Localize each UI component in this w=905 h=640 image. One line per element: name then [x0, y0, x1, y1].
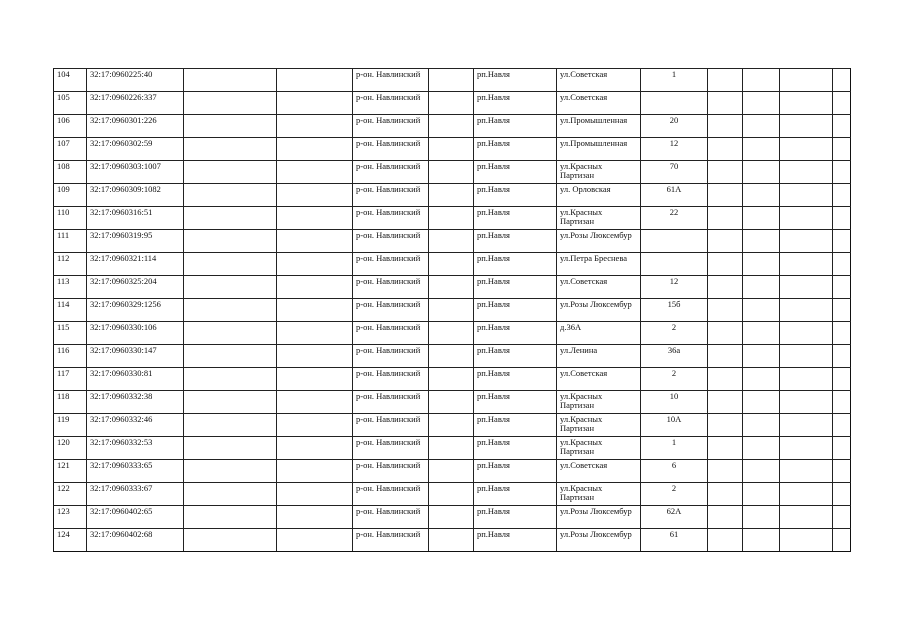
house-number-cell: 6: [641, 460, 708, 483]
cadastral-number-cell: 32:17:0960402:65: [87, 506, 184, 529]
settlement-cell: рп.Навля: [474, 115, 557, 138]
table-row: [54, 391, 851, 414]
table-row: [54, 138, 851, 161]
empty-cell: [429, 391, 474, 414]
cadastral-number-cell: 32:17:0960225:40: [87, 69, 184, 92]
empty-cell: [184, 184, 277, 207]
row-number-cell: 124: [54, 529, 87, 552]
house-number-cell: 61: [641, 529, 708, 552]
cadastral-number-cell: 32:17:0960330:106: [87, 322, 184, 345]
empty-cell: [743, 368, 780, 391]
table-row: [54, 322, 851, 345]
empty-cell: [184, 322, 277, 345]
cadastral-number-cell: 32:17:0960332:46: [87, 414, 184, 437]
row-number-cell: 122: [54, 483, 87, 506]
empty-cell: [277, 92, 353, 115]
district-cell: р-он. Навлинский: [353, 253, 429, 276]
empty-cell: [708, 138, 743, 161]
district-cell: р-он. Навлинский: [353, 483, 429, 506]
house-number-cell: 36а: [641, 345, 708, 368]
settlement-cell: рп.Навля: [474, 276, 557, 299]
empty-cell: [780, 506, 833, 529]
empty-cell: [708, 184, 743, 207]
empty-cell: [780, 92, 833, 115]
house-number-cell: 70: [641, 161, 708, 184]
street-cell: ул.Советская: [557, 69, 641, 92]
empty-cell: [833, 138, 851, 161]
district-cell: р-он. Навлинский: [353, 506, 429, 529]
empty-cell: [184, 92, 277, 115]
empty-cell: [743, 483, 780, 506]
row-number-cell: 118: [54, 391, 87, 414]
empty-cell: [743, 138, 780, 161]
empty-cell: [833, 115, 851, 138]
settlement-cell: рп.Навля: [474, 207, 557, 230]
empty-cell: [184, 529, 277, 552]
empty-cell: [277, 115, 353, 138]
empty-cell: [429, 529, 474, 552]
house-number-cell: 2: [641, 483, 708, 506]
empty-cell: [833, 437, 851, 460]
table-row: [54, 299, 851, 322]
district-cell: р-он. Навлинский: [353, 69, 429, 92]
table-row: [54, 69, 851, 92]
house-number-cell: 2: [641, 368, 708, 391]
cadastral-number-cell: 32:17:0960309:1082: [87, 184, 184, 207]
settlement-cell: рп.Навля: [474, 391, 557, 414]
empty-cell: [184, 115, 277, 138]
empty-cell: [429, 276, 474, 299]
empty-cell: [184, 299, 277, 322]
street-cell: ул.Красных Партизан: [557, 483, 641, 506]
empty-cell: [780, 253, 833, 276]
empty-cell: [708, 322, 743, 345]
settlement-cell: рп.Навля: [474, 230, 557, 253]
table-row: [54, 207, 851, 230]
empty-cell: [708, 276, 743, 299]
district-cell: р-он. Навлинский: [353, 92, 429, 115]
empty-cell: [184, 276, 277, 299]
table-row: [54, 437, 851, 460]
empty-cell: [833, 391, 851, 414]
empty-cell: [277, 207, 353, 230]
table-row: [54, 529, 851, 552]
empty-cell: [184, 138, 277, 161]
empty-cell: [184, 437, 277, 460]
table-body: [54, 69, 851, 552]
empty-cell: [780, 276, 833, 299]
empty-cell: [708, 253, 743, 276]
empty-cell: [429, 115, 474, 138]
empty-cell: [277, 253, 353, 276]
empty-cell: [277, 322, 353, 345]
row-number-cell: 109: [54, 184, 87, 207]
settlement-cell: рп.Навля: [474, 69, 557, 92]
settlement-cell: рп.Навля: [474, 506, 557, 529]
row-number-cell: 108: [54, 161, 87, 184]
street-cell: ул.Советская: [557, 368, 641, 391]
settlement-cell: рп.Навля: [474, 299, 557, 322]
empty-cell: [780, 345, 833, 368]
house-number-cell: 12: [641, 276, 708, 299]
cadastral-number-cell: 32:17:0960325:204: [87, 276, 184, 299]
street-cell: ул.Розы Люксембур: [557, 506, 641, 529]
house-number-cell: 10А: [641, 414, 708, 437]
street-cell: ул.Ленина: [557, 345, 641, 368]
house-number-cell: 1: [641, 437, 708, 460]
row-number-cell: 117: [54, 368, 87, 391]
street-cell: ул.Промышленная: [557, 115, 641, 138]
empty-cell: [780, 437, 833, 460]
empty-cell: [429, 414, 474, 437]
empty-cell: [743, 506, 780, 529]
empty-cell: [277, 276, 353, 299]
street-cell: ул.Петра Бреснева: [557, 253, 641, 276]
settlement-cell: рп.Навля: [474, 253, 557, 276]
empty-cell: [743, 322, 780, 345]
empty-cell: [743, 299, 780, 322]
empty-cell: [833, 92, 851, 115]
row-number-cell: 105: [54, 92, 87, 115]
empty-cell: [277, 138, 353, 161]
district-cell: р-он. Навлинский: [353, 437, 429, 460]
house-number-cell: 10: [641, 391, 708, 414]
empty-cell: [184, 506, 277, 529]
empty-cell: [833, 207, 851, 230]
empty-cell: [277, 69, 353, 92]
row-number-cell: 119: [54, 414, 87, 437]
empty-cell: [429, 345, 474, 368]
empty-cell: [708, 506, 743, 529]
empty-cell: [833, 460, 851, 483]
empty-cell: [708, 414, 743, 437]
empty-cell: [429, 138, 474, 161]
district-cell: р-он. Навлинский: [353, 529, 429, 552]
district-cell: р-он. Навлинский: [353, 299, 429, 322]
empty-cell: [277, 230, 353, 253]
empty-cell: [184, 161, 277, 184]
settlement-cell: рп.Навля: [474, 437, 557, 460]
table-row: [54, 506, 851, 529]
empty-cell: [429, 161, 474, 184]
empty-cell: [708, 161, 743, 184]
empty-cell: [780, 230, 833, 253]
empty-cell: [277, 529, 353, 552]
empty-cell: [708, 92, 743, 115]
empty-cell: [743, 437, 780, 460]
empty-cell: [833, 414, 851, 437]
row-number-cell: 115: [54, 322, 87, 345]
empty-cell: [429, 437, 474, 460]
empty-cell: [429, 299, 474, 322]
empty-cell: [833, 299, 851, 322]
empty-cell: [184, 483, 277, 506]
empty-cell: [184, 391, 277, 414]
row-number-cell: 120: [54, 437, 87, 460]
empty-cell: [708, 460, 743, 483]
table-row: [54, 414, 851, 437]
table-row: [54, 276, 851, 299]
empty-cell: [833, 230, 851, 253]
empty-cell: [277, 414, 353, 437]
empty-cell: [184, 253, 277, 276]
empty-cell: [708, 69, 743, 92]
empty-cell: [833, 322, 851, 345]
district-cell: р-он. Навлинский: [353, 161, 429, 184]
empty-cell: [708, 230, 743, 253]
empty-cell: [429, 92, 474, 115]
empty-cell: [743, 184, 780, 207]
cadastral-number-cell: 32:17:0960302:59: [87, 138, 184, 161]
house-number-cell: 1: [641, 69, 708, 92]
table-row: [54, 184, 851, 207]
empty-cell: [277, 368, 353, 391]
empty-cell: [833, 345, 851, 368]
district-cell: р-он. Навлинский: [353, 345, 429, 368]
empty-cell: [184, 414, 277, 437]
empty-cell: [780, 322, 833, 345]
empty-cell: [780, 69, 833, 92]
empty-cell: [708, 299, 743, 322]
cadastral-number-cell: 32:17:0960333:65: [87, 460, 184, 483]
table-row: [54, 161, 851, 184]
empty-cell: [277, 299, 353, 322]
settlement-cell: рп.Навля: [474, 345, 557, 368]
empty-cell: [780, 391, 833, 414]
street-cell: ул.Советская: [557, 92, 641, 115]
empty-cell: [743, 69, 780, 92]
cadastral-number-cell: 32:17:0960330:81: [87, 368, 184, 391]
empty-cell: [184, 460, 277, 483]
empty-cell: [743, 230, 780, 253]
empty-cell: [743, 460, 780, 483]
settlement-cell: рп.Навля: [474, 529, 557, 552]
empty-cell: [743, 345, 780, 368]
house-number-cell: [641, 253, 708, 276]
empty-cell: [743, 253, 780, 276]
settlement-cell: рп.Навля: [474, 460, 557, 483]
district-cell: р-он. Навлинский: [353, 230, 429, 253]
empty-cell: [184, 207, 277, 230]
district-cell: р-он. Навлинский: [353, 276, 429, 299]
street-cell: ул.Красных Партизан: [557, 437, 641, 460]
cadastral-number-cell: 32:17:0960321:114: [87, 253, 184, 276]
empty-cell: [429, 253, 474, 276]
street-cell: ул.Красных Партизан: [557, 391, 641, 414]
cadastral-number-cell: 32:17:0960332:53: [87, 437, 184, 460]
empty-cell: [708, 207, 743, 230]
empty-cell: [780, 138, 833, 161]
empty-cell: [277, 391, 353, 414]
empty-cell: [743, 414, 780, 437]
cadastral-number-cell: 32:17:0960332:38: [87, 391, 184, 414]
empty-cell: [429, 322, 474, 345]
cadastral-number-cell: 32:17:0960333:67: [87, 483, 184, 506]
table-row: [54, 230, 851, 253]
empty-cell: [708, 345, 743, 368]
cadastral-number-cell: 32:17:0960319:95: [87, 230, 184, 253]
district-cell: р-он. Навлинский: [353, 368, 429, 391]
row-number-cell: 116: [54, 345, 87, 368]
empty-cell: [833, 161, 851, 184]
empty-cell: [277, 345, 353, 368]
district-cell: р-он. Навлинский: [353, 414, 429, 437]
empty-cell: [780, 161, 833, 184]
house-number-cell: 22: [641, 207, 708, 230]
district-cell: р-он. Навлинский: [353, 207, 429, 230]
row-number-cell: 107: [54, 138, 87, 161]
cadastral-number-cell: 32:17:0960303:1007: [87, 161, 184, 184]
house-number-cell: 62А: [641, 506, 708, 529]
house-number-cell: [641, 92, 708, 115]
house-number-cell: 20: [641, 115, 708, 138]
empty-cell: [833, 253, 851, 276]
empty-cell: [277, 460, 353, 483]
settlement-cell: рп.Навля: [474, 138, 557, 161]
street-cell: ул.Розы Люксембур: [557, 230, 641, 253]
empty-cell: [780, 184, 833, 207]
empty-cell: [780, 368, 833, 391]
cadastral-number-cell: 32:17:0960226:337: [87, 92, 184, 115]
cadastral-number-cell: 32:17:0960316:51: [87, 207, 184, 230]
street-cell: ул.Промышленная: [557, 138, 641, 161]
empty-cell: [743, 529, 780, 552]
district-cell: р-он. Навлинский: [353, 391, 429, 414]
empty-cell: [429, 460, 474, 483]
settlement-cell: рп.Навля: [474, 483, 557, 506]
district-cell: р-он. Навлинский: [353, 115, 429, 138]
street-cell: ул. Орловская: [557, 184, 641, 207]
empty-cell: [743, 161, 780, 184]
empty-cell: [429, 230, 474, 253]
empty-cell: [833, 276, 851, 299]
street-cell: ул.Советская: [557, 460, 641, 483]
street-cell: д.36А: [557, 322, 641, 345]
district-cell: р-он. Навлинский: [353, 184, 429, 207]
settlement-cell: рп.Навля: [474, 414, 557, 437]
table-row: [54, 115, 851, 138]
empty-cell: [708, 391, 743, 414]
house-number-cell: 61А: [641, 184, 708, 207]
empty-cell: [780, 299, 833, 322]
empty-cell: [780, 529, 833, 552]
empty-cell: [780, 207, 833, 230]
house-number-cell: 15б: [641, 299, 708, 322]
empty-cell: [429, 368, 474, 391]
settlement-cell: рп.Навля: [474, 92, 557, 115]
street-cell: ул.Красных Партизан: [557, 414, 641, 437]
empty-cell: [429, 506, 474, 529]
empty-cell: [277, 483, 353, 506]
empty-cell: [833, 506, 851, 529]
empty-cell: [833, 184, 851, 207]
row-number-cell: 111: [54, 230, 87, 253]
empty-cell: [708, 437, 743, 460]
empty-cell: [833, 483, 851, 506]
empty-cell: [708, 483, 743, 506]
street-cell: ул.Розы Люксембур: [557, 529, 641, 552]
row-number-cell: 114: [54, 299, 87, 322]
cadastral-registry-table: [53, 68, 851, 552]
settlement-cell: рп.Навля: [474, 184, 557, 207]
empty-cell: [184, 230, 277, 253]
empty-cell: [743, 391, 780, 414]
row-number-cell: 104: [54, 69, 87, 92]
table-row: [54, 253, 851, 276]
cadastral-number-cell: 32:17:0960402:68: [87, 529, 184, 552]
empty-cell: [833, 368, 851, 391]
empty-cell: [429, 184, 474, 207]
row-number-cell: 123: [54, 506, 87, 529]
table-row: [54, 368, 851, 391]
empty-cell: [184, 368, 277, 391]
empty-cell: [277, 184, 353, 207]
row-number-cell: 112: [54, 253, 87, 276]
empty-cell: [780, 460, 833, 483]
cadastral-number-cell: 32:17:0960330:147: [87, 345, 184, 368]
empty-cell: [833, 69, 851, 92]
empty-cell: [780, 483, 833, 506]
district-cell: р-он. Навлинский: [353, 322, 429, 345]
empty-cell: [743, 276, 780, 299]
empty-cell: [743, 207, 780, 230]
settlement-cell: рп.Навля: [474, 322, 557, 345]
empty-cell: [277, 161, 353, 184]
street-cell: ул.Красных Партизан: [557, 207, 641, 230]
empty-cell: [833, 529, 851, 552]
cadastral-number-cell: 32:17:0960329:1256: [87, 299, 184, 322]
street-cell: ул.Советская: [557, 276, 641, 299]
house-number-cell: 2: [641, 322, 708, 345]
table-row: [54, 460, 851, 483]
table-row: [54, 345, 851, 368]
row-number-cell: 110: [54, 207, 87, 230]
empty-cell: [429, 69, 474, 92]
row-number-cell: 113: [54, 276, 87, 299]
empty-cell: [708, 529, 743, 552]
empty-cell: [743, 115, 780, 138]
empty-cell: [708, 368, 743, 391]
empty-cell: [708, 115, 743, 138]
empty-cell: [277, 437, 353, 460]
district-cell: р-он. Навлинский: [353, 138, 429, 161]
cadastral-number-cell: 32:17:0960301:226: [87, 115, 184, 138]
empty-cell: [184, 69, 277, 92]
settlement-cell: рп.Навля: [474, 161, 557, 184]
house-number-cell: 12: [641, 138, 708, 161]
empty-cell: [780, 115, 833, 138]
district-cell: р-он. Навлинский: [353, 460, 429, 483]
table-row: [54, 92, 851, 115]
empty-cell: [780, 414, 833, 437]
table-row: [54, 483, 851, 506]
empty-cell: [429, 207, 474, 230]
empty-cell: [429, 483, 474, 506]
house-number-cell: [641, 230, 708, 253]
row-number-cell: 121: [54, 460, 87, 483]
settlement-cell: рп.Навля: [474, 368, 557, 391]
street-cell: ул.Красных Партизан: [557, 161, 641, 184]
row-number-cell: 106: [54, 115, 87, 138]
empty-cell: [743, 92, 780, 115]
empty-cell: [277, 506, 353, 529]
empty-cell: [184, 345, 277, 368]
street-cell: ул.Розы Люксембур: [557, 299, 641, 322]
